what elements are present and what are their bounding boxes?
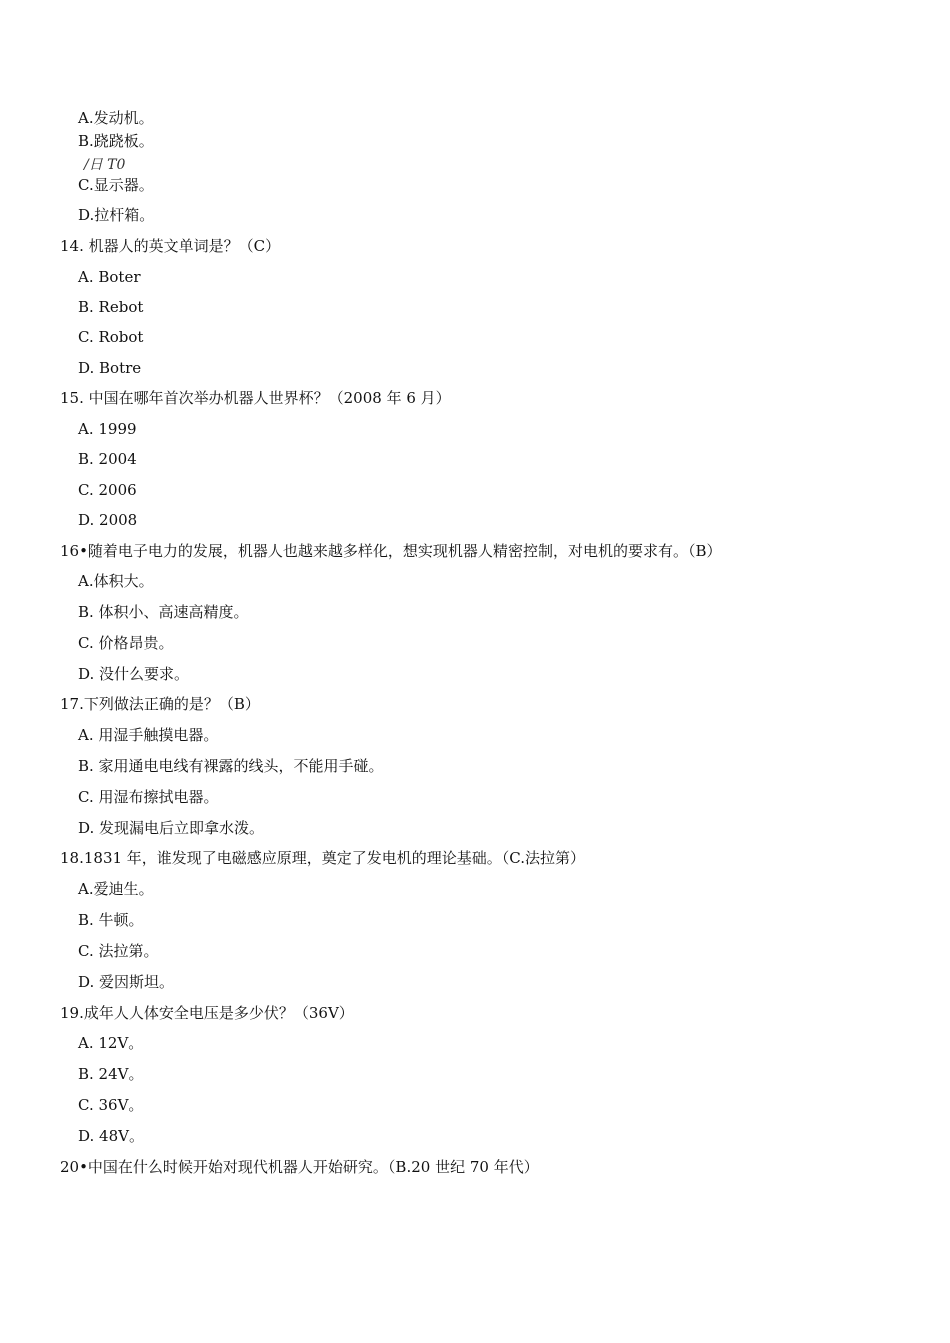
question-17-option-d: D. 发现漏电后立即拿水泼。 [78, 819, 265, 837]
question-18-option-a: A.爱迪生。 [78, 880, 154, 898]
option-b-seesaw: B.跷跷板。 [78, 132, 154, 150]
question-16-option-d: D. 没什么要求。 [78, 665, 190, 683]
question-18-option-d: D. 爱因斯坦。 [78, 973, 175, 991]
question-15-option-d: D. 2008 [78, 511, 138, 529]
question-19-option-b: B. 24V。 [78, 1065, 144, 1083]
question-15-option-c: C. 2006 [78, 481, 137, 499]
question-14-stem: 14. 机器人的英文单词是？（C） [60, 237, 281, 255]
option-c-display: C.显示器。 [78, 176, 154, 194]
question-17-option-b: B. 家用通电电线有裸露的线头，不能用手碰。 [78, 757, 384, 775]
question-19-stem: 19.成年人人体安全电压是多少伏？（36V） [60, 1004, 354, 1022]
question-18-option-c: C. 法拉第。 [78, 942, 159, 960]
question-17-option-c: C. 用湿布擦拭电器。 [78, 788, 219, 806]
question-14-option-c: C. Robot [78, 328, 144, 346]
question-16-option-c: C. 价格昂贵。 [78, 634, 174, 652]
question-20-stem: 20•中国在什么时候开始对现代机器人开始研究。（B.20 世纪 70 年代） [60, 1158, 539, 1176]
question-17-option-a: A. 用湿手触摸电器。 [78, 726, 219, 744]
question-19-option-a: A. 12V。 [78, 1034, 144, 1052]
option-d-luggage: D.拉杆箱。 [78, 206, 155, 224]
question-16-stem: 16•随着电子电力的发展，机器人也越来越多样化，想实现机器人精密控制，对电机的要求有。（B） [60, 542, 722, 560]
question-15-stem: 15. 中国在哪年首次举办机器人世界杯？（2008 年 6 月） [60, 389, 451, 407]
question-16-option-a: A.体积大。 [78, 572, 154, 590]
question-14-option-b: B. Rebot [78, 298, 144, 316]
question-19-option-d: D. 48V。 [78, 1127, 144, 1145]
question-14-option-a: A. Boter [78, 268, 141, 286]
question-19-option-c: C. 36V。 [78, 1096, 144, 1114]
question-15-option-b: B. 2004 [78, 450, 137, 468]
question-16-option-b: B. 体积小、高速高精度。 [78, 603, 249, 621]
question-17-stem: 17.下列做法正确的是？（B） [60, 695, 260, 713]
question-18-stem: 18.1831 年，谁发现了电磁感应原理，奠定了发电机的理论基础。（C.法拉第） [60, 849, 586, 867]
question-15-option-a: A. 1999 [78, 420, 137, 438]
option-a-engine: A.发动机。 [78, 109, 154, 127]
question-18-option-b: B. 牛顿。 [78, 911, 144, 929]
stray-mark: /日 T0 [84, 157, 126, 173]
question-14-option-d: D. Botre [78, 359, 142, 377]
